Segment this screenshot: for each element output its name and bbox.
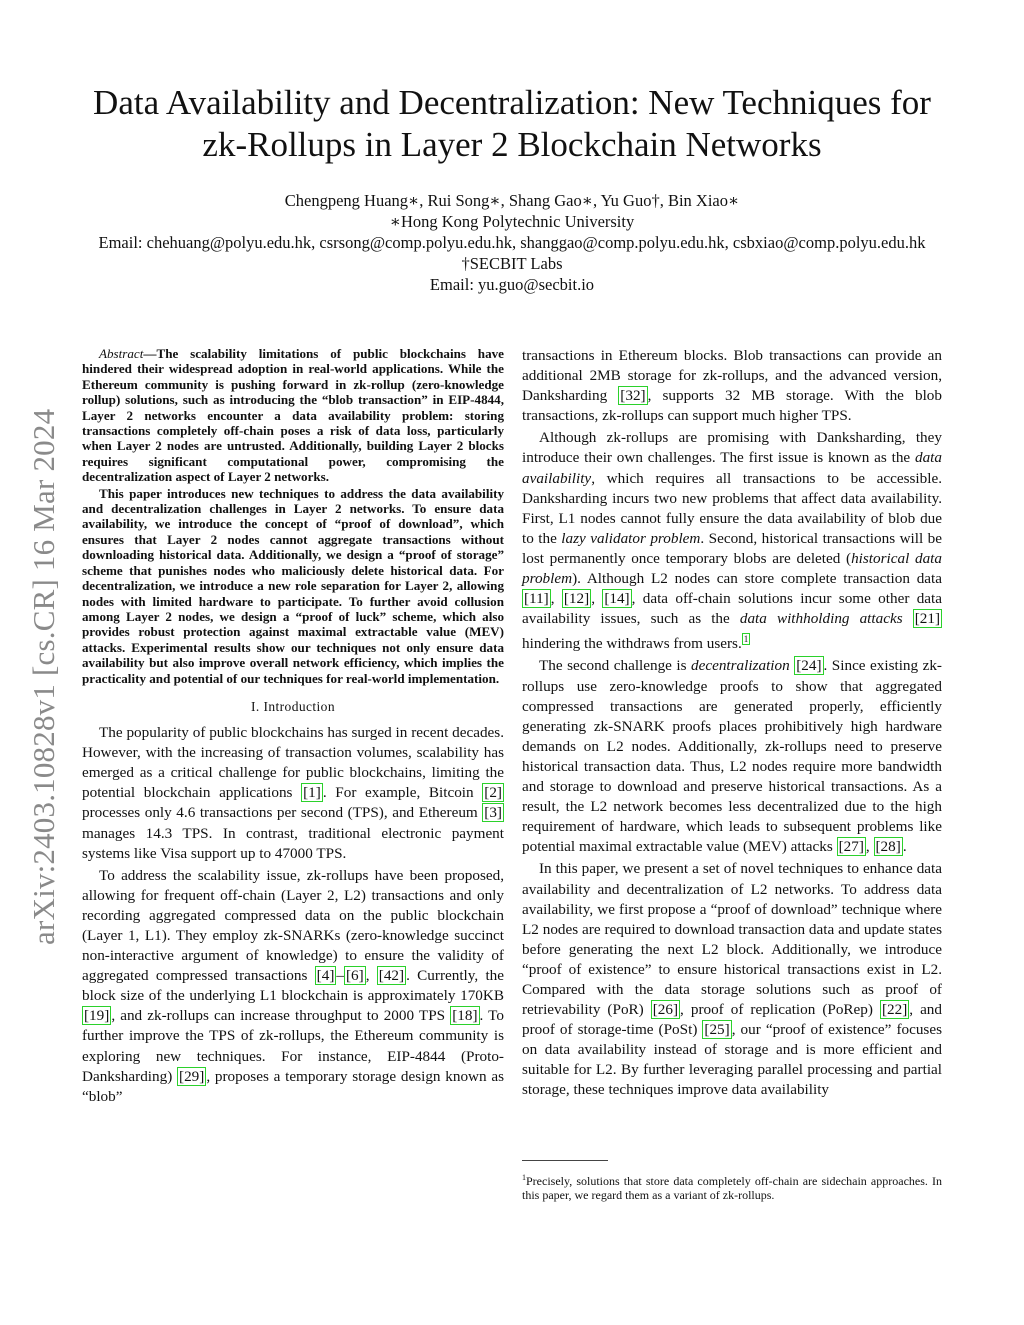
right-paragraph-1: transactions in Ethereum blocks. Blob transactions can provide an additional 2MB storage for zk-rollups, and the advanced version, Danksharding [32] , supports 32 MB storage. With the blob transactions, zk-rollups can support much higher TPS. bbox=[522, 347, 942, 425]
author-names: Chengpeng Huang∗, Rui Song∗, Shang Gao∗, Yu Guo†, Bin Xiao∗ bbox=[284, 191, 740, 210]
abstract-lead: Abstract bbox=[99, 346, 144, 361]
section-heading-introduction: I. Introduction bbox=[251, 698, 335, 714]
citation-link[interactable]: [2] bbox=[484, 784, 502, 802]
footnote-mark: 1 bbox=[522, 1173, 526, 1182]
right-paragraph-4: In this paper, we present a set of novel techniques to enhance data availability and decentralization of L2 networks. To address data availability, we first propose a “proof of download” technique where L2 nodes are required to download transaction data and update states before generating the next L2 block. Additionally, we introduce “proof of existence” to ensure historical transactions exist in L2. Compared with the data storage solutions such as proof of retrievability (PoR) [26] , proof of replication (PoRep) [22] , and proof of storage-time (PoSt) [25] , our “proof of existence” focuses on data availability instead of storage and is more efficient and suitable for L2. By further leveraging parallel processing and partial storage, these techniques improve data availability bbox=[522, 860, 942, 1099]
citation-link[interactable]: [25] bbox=[704, 1021, 730, 1039]
right-paragraph-2: Although zk-rollups are promising with Danksharding, they introduce their own challenges. The first issue is known as the data availability, which requires all transactions to be accessible. Danksharding incurs two new problems that affect data availability. First, L1 nodes cannot fully ensure the data availability of blob due to the lazy validator problem. Second, historical transactions will be lost permanently once temporary blobs are deleted (historical data problem). Although L2 nodes can store complete transaction data [11] , [12] , [14] , data off-chain solutions incur some other data availability issues, such as the data withholding attacks [21] hindering the withdraws from users. $^1$ bbox=[522, 429, 943, 653]
citation-link[interactable]: [6] bbox=[345, 967, 364, 985]
paper-title bbox=[60, 82, 964, 166]
affiliation-2: †SECBIT Labs bbox=[461, 254, 563, 273]
title-line-2: zk-Rollups in Layer 2 Blockchain Networks bbox=[202, 125, 822, 164]
citation-link[interactable]: [29] bbox=[179, 1067, 205, 1085]
citation-link[interactable]: [21] bbox=[914, 610, 941, 628]
citation-link[interactable]: [11] bbox=[524, 590, 549, 608]
abstract-paragraph-1 bbox=[82, 346, 504, 485]
footnote-rule bbox=[522, 1160, 608, 1161]
footnote-text: Precisely, solutions that store data completely off-chain are sidechain approaches. In this paper, we regard them as a variant of zk-rollups. bbox=[522, 1174, 942, 1203]
arxiv-watermark: arXiv:2403.10828v1 [cs.CR] 16 Mar 2024 bbox=[26, 408, 61, 945]
email-2: Email: yu.guo@secbit.io bbox=[429, 275, 595, 294]
footnote-link[interactable]: 1 bbox=[743, 634, 749, 645]
intro-paragraph-2: To address the scalability issue, zk-rollups have been proposed, allowing for frequent off-chain (Layer 2, L2) transactions and only recording aggregated compressed data on the public blockchain (Layer 1, L1). They employ zk-SNARKs (zero-knowledge succinct non-interactive argument of knowledge) to ensure the validity of aggregated compressed transactions [4] – [6] , [42] . Currently, the block size of the underlying L1 blockchain is approximately 170KB [19] , and zk-rollups can increase throughput to 2000 TPS [18] . To further improve the TPS of zk-rollups, the Ethereum community is exploring new techniques. For instance, EIP-4844 (Proto-Danksharding) [29] , proposes a temporary storage design known as “blob” bbox=[82, 866, 505, 1105]
affiliation-1: ∗Hong Kong Polytechnic University bbox=[389, 212, 635, 231]
citation-link[interactable]: [18] bbox=[452, 1007, 478, 1025]
right-paragraph-3: The second challenge is decentralization [24] . Since existing zk-rollups use zero-knowledge proofs to show that aggregated compressed transactions are generated properly, efficiently generating zk-SNARK proofs places prohibitively high hardware demands on L2 nodes. Additionally, zk-rollups need to preserve historical transaction data. Thus, L2 nodes require more bandwidth and storage to download and preserve historical transactions. As a result, the L2 network becomes less decentralized due to the high requirement of hardware, which leads to subsequent problems like potential maximal extractable value (MEV) attacks [27] , [28] . bbox=[522, 657, 942, 856]
citation-link[interactable]: [28] bbox=[875, 838, 901, 856]
title-line-1: Data Availability and Decentralization: New Techniques for bbox=[93, 83, 931, 122]
citation-link[interactable]: [14] bbox=[604, 590, 630, 608]
citation-link[interactable]: [3] bbox=[484, 804, 502, 822]
abstract-text-1: —The scalability limitations of public blockchains have hindered their widespread adoption in real-world applications. While the Ethereum community is pushing forward in zk-rollup (zero-knowledge rollup) solutions, such as introducing the “blob transaction” in EIP-4844, Layer 2 networks encounter a data availability problem: storing transactions completely off-chain poses a risk of data loss, particularly when Layer 2 nodes are untrusted. Additionally, building Layer 2 blocks requires significant computational power, compromising the decentralization aspect of Layer 2 networks. bbox=[82, 346, 504, 485]
citation-link[interactable]: [24] bbox=[796, 657, 822, 675]
citation-link[interactable]: [4] bbox=[316, 967, 335, 985]
left-column bbox=[82, 346, 504, 1107]
footnote bbox=[522, 1171, 942, 1203]
citation-link[interactable]: [26] bbox=[652, 1001, 679, 1019]
citation-link[interactable]: [12] bbox=[563, 590, 590, 608]
citation-link[interactable]: [27] bbox=[838, 838, 864, 856]
citation-link[interactable]: [19] bbox=[84, 1007, 110, 1025]
citation-link[interactable]: [1] bbox=[303, 784, 321, 802]
intro-paragraph-1: The popularity of public blockchains has surged in recent decades. However, with the increasing of transaction volumes, scalability has emerged as a critical challenge for public blockchains, limiting the potential blockchain applications [1] . For example, Bitcoin [2] processes only 4.6 transactions per second (TPS), and Ethereum [3] manages 14.3 TPS. In contrast, traditional electronic payment systems like Visa support up to 47000 TPS. bbox=[82, 724, 504, 862]
email-1: Email: chehuang@polyu.edu.hk, csrsong@comp.polyu.edu.hk, shanggao@comp.polyu.edu.hk, csbxiao@comp.polyu.edu.hk bbox=[98, 233, 926, 252]
citation-link[interactable]: [22] bbox=[881, 1001, 908, 1019]
abstract-paragraph-2: This paper introduces new techniques to address the data availability and decentralization challenges in Layer 2 networks. To ensure data availability, we introduce the concept of “proof of download”, which ensures that Layer 2 nodes cannot aggregate transactions without downloading historical data. Additionally, we design a “proof of storage” scheme that punishes nodes who maliciously delete historical data. For decentralization, we introduce a new role separation for Layer 2, allowing nodes with limited hardware to participate. To further avoid collusion among Layer 2 nodes, we design a “proof of luck” scheme, which also provides robust protection against maximal extractable value (MEV) attacks. Experimental results show our techniques not only ensure data availability but also improve overall network efficiency, which implies the practicality and potential of our techniques for real-world implementation. bbox=[82, 485, 504, 686]
citation-link[interactable]: [42] bbox=[378, 967, 405, 985]
citation-link[interactable]: [32] bbox=[620, 387, 646, 405]
author-block bbox=[60, 190, 964, 295]
right-column bbox=[522, 346, 942, 1101]
